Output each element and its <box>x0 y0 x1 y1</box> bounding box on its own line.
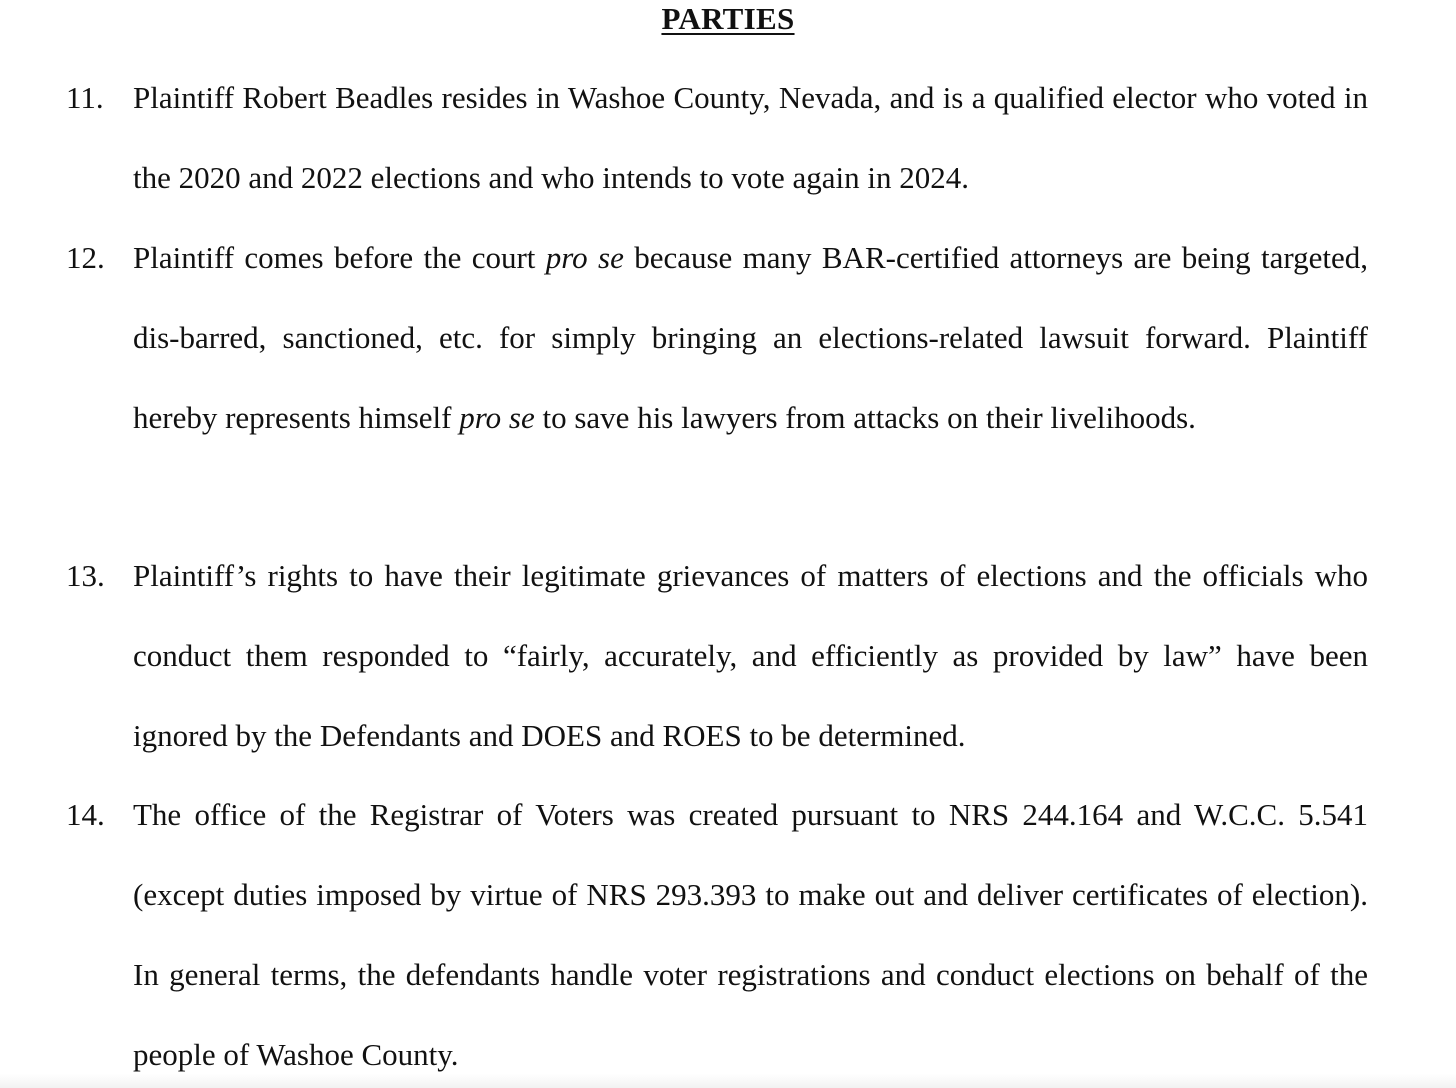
paragraph-text <box>133 218 1368 458</box>
paragraph-number: 11. <box>66 80 104 115</box>
paragraph-text: Plaintiff Robert Beadles resides in Washoe County, Nevada, and is a qualified elector who voted in the 2020 and 2022 elections and who intends to vote again in 2024. <box>133 80 1368 195</box>
paragraph-number: 12. <box>66 240 105 275</box>
text-segment: because many BAR-certified attorneys are being targeted, dis-barred, sanctioned, etc. for simply bringing an elections-related lawsuit forward. Plaintiff hereby represents himself <box>133 240 1368 435</box>
text-segment: to save his lawyers from attacks on their livelihoods. <box>534 400 1196 435</box>
paragraph-number: 14. <box>66 797 105 832</box>
page-bottom-shade <box>0 1074 1456 1088</box>
paragraph-number: 13. <box>66 558 105 593</box>
section-heading: PARTIES <box>661 1 795 36</box>
italic-term: pro se <box>459 400 535 435</box>
text-segment: Plaintiff comes before the court <box>133 240 546 275</box>
paragraph-text: The office of the Registrar of Voters was created pursuant to NRS 244.164 and W.C.C. 5.541 (except duties imposed by virtue of NRS 293.393 to make out and deliver certificates of election). In general terms, the defendants handle voter registrations and conduct elections on behalf of the people of Washoe County. <box>133 797 1368 1072</box>
paragraph-text: Plaintiff’s rights to have their legitimate grievances of matters of elections and the officials who conduct them responded to “fairly, accurately, and efficiently as provided by law” have been ignored by the Defendants and DOES and ROES to be determined. <box>133 558 1368 753</box>
italic-term: pro se <box>545 240 624 275</box>
